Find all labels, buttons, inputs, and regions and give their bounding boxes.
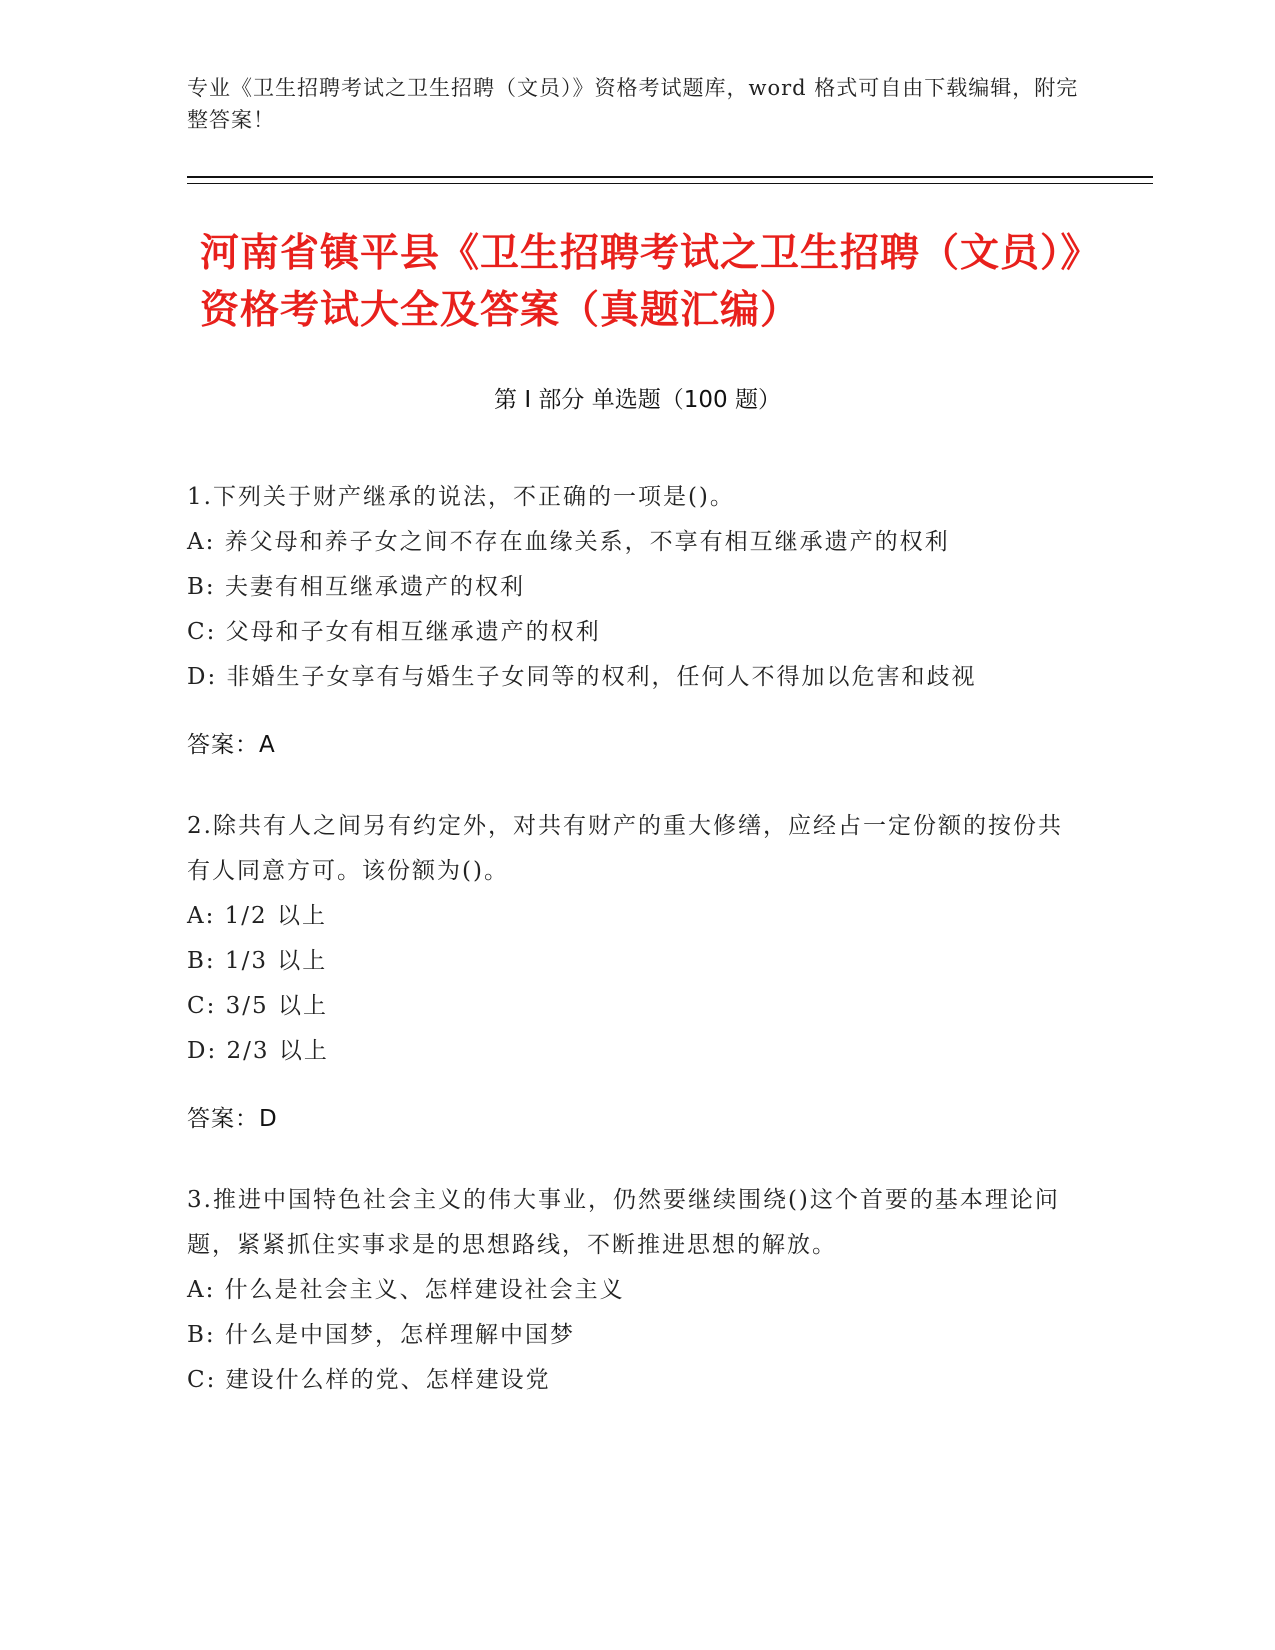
option-b: B: 1/3 以上 <box>187 948 328 974</box>
document-title: 河南省镇平县《卫生招聘考试之卫生招聘（文员）》资格考试大全及答案（真题汇编） <box>200 231 1082 333</box>
header-note: 专业《卫生招聘考试之卫生招聘（文员）》资格考试题库，word 格式可自由下载编辑，附完整答案！ <box>187 76 1079 132</box>
option-c: C: 建设什么样的党、怎样建设党 <box>187 1367 551 1393</box>
question-2 <box>187 804 1067 1142</box>
answer-text: 答案：A <box>187 732 276 758</box>
option-a: A: 养父母和养子女之间不存在血缘关系，不享有相互继承遗产的权利 <box>187 529 950 555</box>
question-stem: 2.除共有人之间另有约定外，对共有财产的重大修缮，应经占一定份额的按份共有人同意方可。该份额为()。 <box>187 813 1063 884</box>
option-d: D: 非婚生子女享有与婚生子女同等的权利，任何人不得加以危害和歧视 <box>187 664 977 690</box>
option-a: A: 什么是社会主义、怎样建设社会主义 <box>187 1277 625 1303</box>
header-divider-thick <box>187 176 1153 178</box>
option-a: A: 1/2 以上 <box>187 903 327 929</box>
option-c: C: 3/5 以上 <box>187 993 328 1019</box>
question-stem: 3.推进中国特色社会主义的伟大事业，仍然要继续围绕()这个首要的基本理论问题，紧紧抓住实事求是的思想路线，不断推进思想的解放。 <box>187 1187 1060 1258</box>
option-d: D: 2/3 以上 <box>187 1038 329 1064</box>
section-title: 第 I 部分 单选题（100 题） <box>494 387 781 413</box>
question-1 <box>187 475 1067 768</box>
question-3 <box>187 1178 1067 1403</box>
answer-text: 答案：D <box>187 1106 278 1132</box>
header-divider-thin <box>187 183 1153 184</box>
option-b: B: 夫妻有相互继承遗产的权利 <box>187 574 525 600</box>
option-b: B: 什么是中国梦，怎样理解中国梦 <box>187 1322 575 1348</box>
option-c: C: 父母和子女有相互继承遗产的权利 <box>187 619 601 645</box>
question-list <box>187 475 1067 1439</box>
question-stem: 1.下列关于财产继承的说法，不正确的一项是()。 <box>187 484 735 510</box>
